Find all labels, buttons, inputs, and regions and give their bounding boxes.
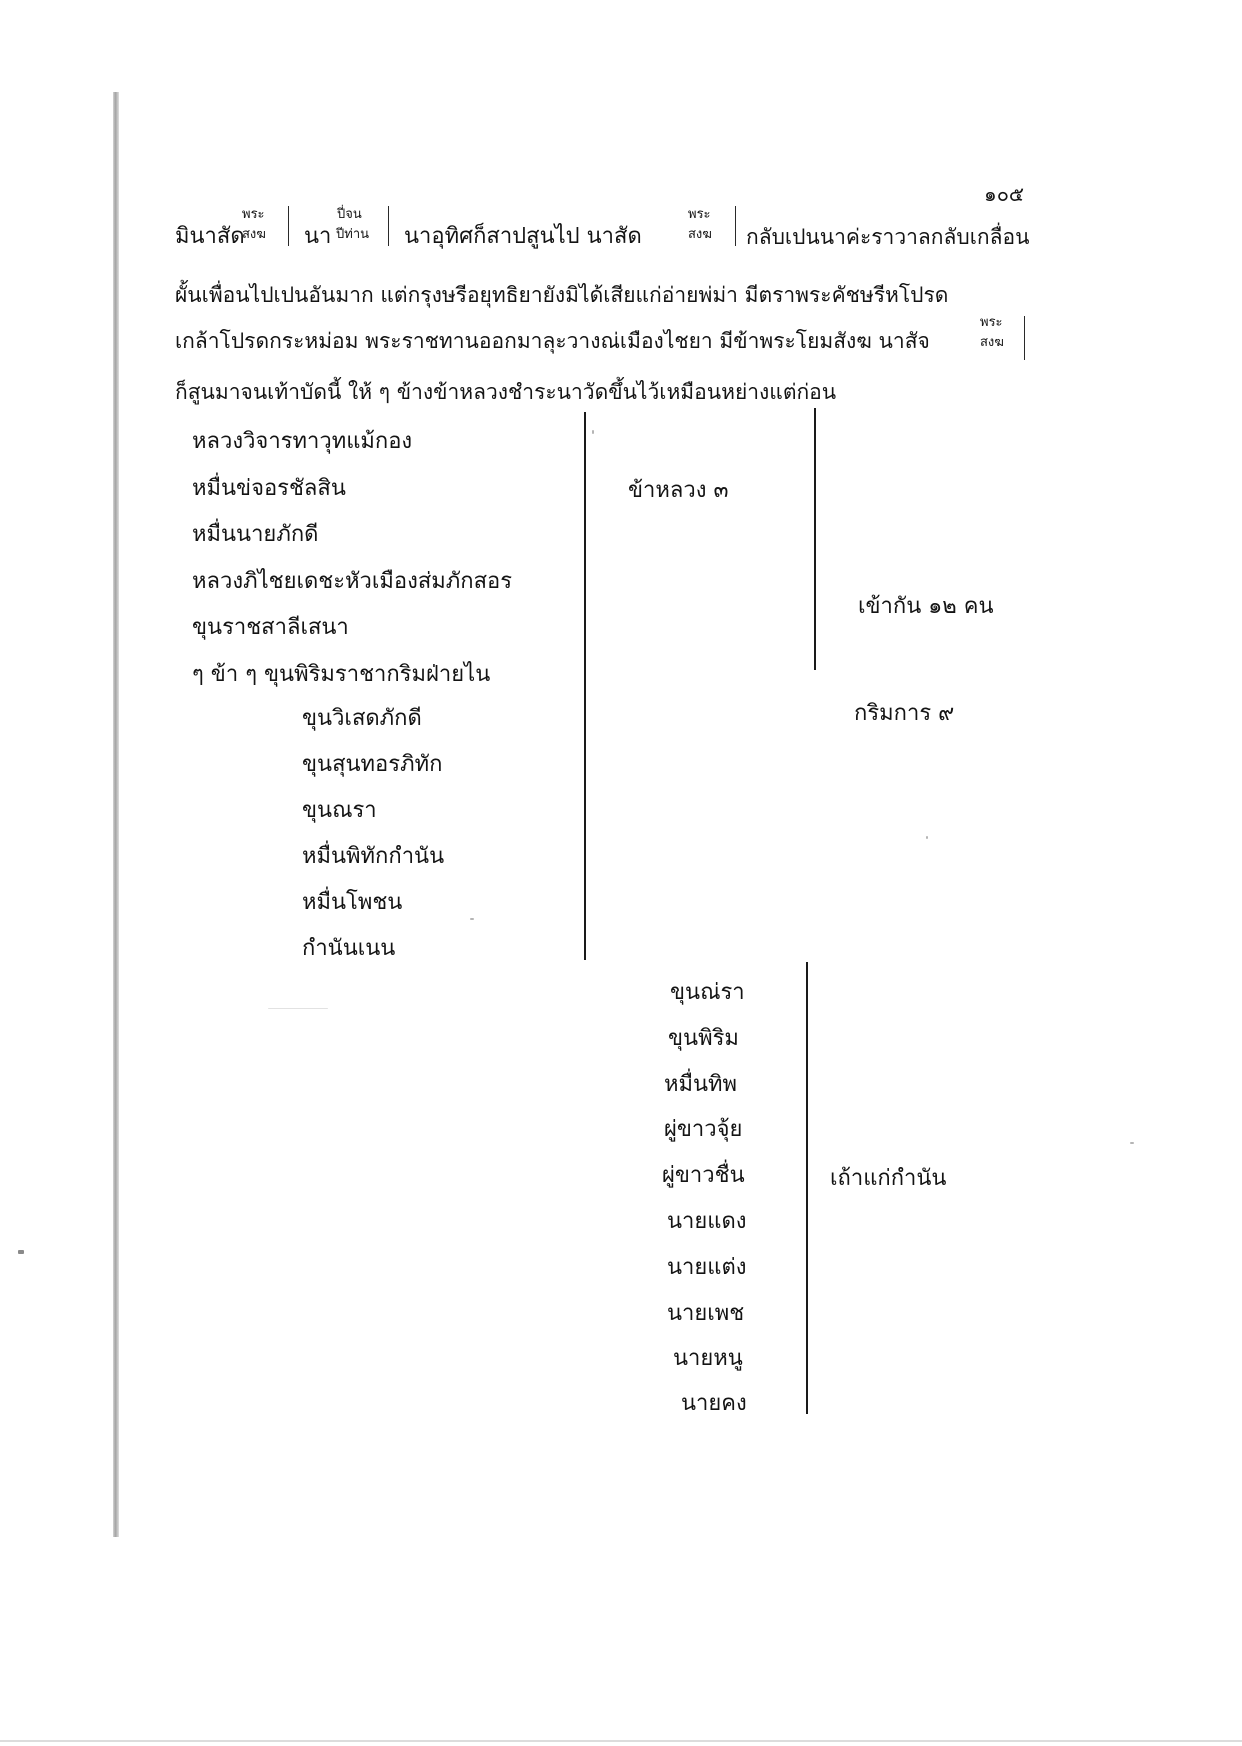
group2-bracket-line: [806, 962, 808, 1414]
list-item: กำนันเนน: [302, 936, 396, 961]
list-item: ผู่ขาวชื่น: [662, 1163, 745, 1188]
list-item: ขุนณ่รา: [670, 980, 745, 1005]
paragraph-line-2: ผั้นเพื่อนไปเปนอันมาก แต่กรุงษรีอยุทธิยายังมิได้เสียแก่อ่ายพ่ม่า มีตราพระคัชษรีหโปรด: [175, 283, 949, 307]
paragraph-line-4: ก็สูนมาจนเท้าบัดนี้ ให้ ๆ ข้างข้าหลวงชำระนาวัดขึ้นไว้เหมือนหย่างแต่ก่อน: [175, 380, 837, 404]
list-item: หมื่นนายภักดี: [192, 522, 319, 547]
list-item: หมื่นทิพ: [664, 1072, 738, 1097]
scan-speck: [268, 1008, 328, 1009]
total-label: เข้ากัน ๑๒ คน: [858, 594, 994, 619]
total-bracket-line: [814, 408, 816, 670]
scan-speck: [592, 430, 594, 434]
list-item: หลวงภิไชยเดชะหัวเมืองส่มภักสอร: [192, 569, 513, 594]
line1-text-c: นาอุทิศก็สาปสูนไป นาสัด: [404, 224, 642, 249]
list-item: นายคง: [681, 1391, 747, 1416]
list-item: ขุนณรา: [302, 798, 377, 823]
list-item: นายเพช: [667, 1301, 745, 1326]
list-item: ผู่ขาวจุ้ย: [664, 1117, 743, 1142]
scan-bottom-edge: [0, 1740, 1242, 1742]
list-item: นายแดง: [667, 1209, 747, 1234]
scan-speck: [926, 836, 928, 839]
list-item: หลวงวิจารทาวุทแม้กอง: [192, 429, 413, 454]
list-item: ๆ ข้า ๆ ขุนพิริมราชากริมฝ่ายไน: [192, 662, 491, 687]
scan-speck: [1130, 1142, 1134, 1144]
list-item: หมื่นข่จอรชัลสิน: [192, 476, 346, 501]
list-item: ขุนวิเสดภักดี: [302, 706, 422, 731]
line1-c-superscript: พระ: [688, 207, 711, 222]
taokae-label: เถ้าแก่กำนัน: [830, 1166, 947, 1191]
group1-bracket-line: [584, 412, 586, 960]
line1-c-subscript: สงฆ: [688, 227, 712, 242]
line3-superscript: พระ: [980, 315, 1003, 330]
line1-divider-3: [735, 206, 736, 246]
line3-divider: [1024, 316, 1025, 360]
line1-a-subscript: สงฆ: [242, 227, 266, 242]
line3-subscript: สงฆ: [980, 335, 1004, 350]
list-item: นายหนู: [673, 1346, 743, 1371]
scan-speck: [470, 918, 474, 920]
list-item: ขุนสุนทอรภิทัก: [302, 752, 443, 777]
list-item: ขุนราชสาลีเสนา: [192, 615, 349, 640]
scan-speck: [18, 1250, 24, 1254]
list-item: ขุนพิริม: [668, 1026, 739, 1051]
line1-text-d: กลับเปนนาค่ะราวาลกลับเกลื่อน: [746, 225, 1030, 249]
line1-divider-1: [288, 206, 289, 246]
line1-b-subscript: ปีท่าน: [336, 227, 370, 242]
line1-text-b: นา: [304, 224, 332, 249]
line1-text-a: มินาสัด: [175, 224, 245, 249]
line1-divider-2: [388, 206, 389, 246]
line1-a-superscript: พระ: [242, 207, 265, 222]
page-number: ๑๐๕: [984, 182, 1025, 206]
list-item: หมื่นพิทักกำนัน: [302, 844, 445, 869]
line1-b-superscript: ปี่จน: [337, 207, 362, 222]
scan-edge: [113, 92, 119, 1537]
list-item: นายแต่ง: [667, 1255, 747, 1280]
khaluang-label: ข้าหลวง ๓: [628, 478, 729, 503]
line3-text-a: เกล้าโปรดกระหม่อม พระราชทานออกมาลุะวางณ่เมืองไชยา มีข้าพระโยมสังฆ นาสัจ: [175, 329, 930, 353]
list-item: หมื่นโพชน: [302, 890, 403, 915]
krommakan-label: กริมการ ๙: [854, 701, 955, 726]
